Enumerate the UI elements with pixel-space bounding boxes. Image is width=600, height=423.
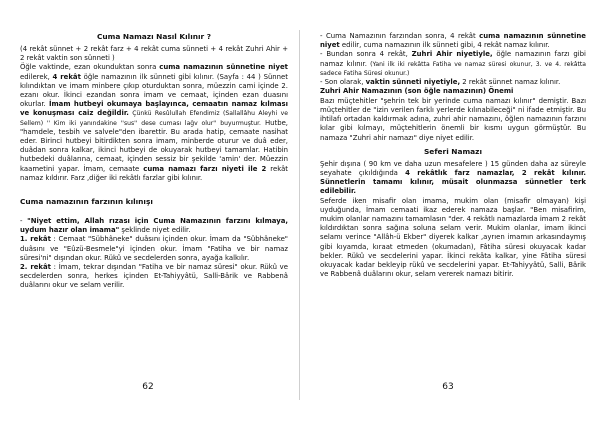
section-heading: Cuma namazının farzının kılınışı xyxy=(20,197,153,207)
friday-sunnah-paragraph: Öğle vaktinde, ezan okunduktan sonra cuma namazının sünnetine niyet edilerek, 4 rekât öğle namazının ilk sünneti gibi kılınır. (Sayfa : 44 ) Sünnet kılındıktan ve imam minbere çıkıp oturduktan sonra, müezzin cami içinde 2. ezanı okur. İkinci ezandan sonra imam ve cemaat, içinden ezan duasını okurlar. İmam hutbeyi okumaya başlayınca, cemaatın namaz kılması ve konuşması caiz değildir. Çünkü Resûlullah Efendimiz (Sallallâhu Aleyhi ve Sellem) '' Kim iki yanındakine ''sus'' dese cuması lağv olur'' buyurmuştur. Hutbe, "hamdele, tesbih ve salvele"den ibarettir. Bu arada hatip, cemaate nasihat eder. Birinci hutbeyi bitirdikten sonra imam, minberde oturur ve duâ eder, duâdan sonra kalkar, ikinci hutbeyi de okuyarak hutbeyi tamamlar. Hatibin hutbedeki duâlarına, cemaat, içinden sessiz bir şekilde 'amin' der. Müezzin kaametini yapar. İmam, cemaate cuma namazı farzı niyeti ile 2 rekât namaz kıldırır. Farz ,diğer iki rekâtlı farzlar gibi kılınır. xyxy=(20,63,288,182)
zuhr-ahir-explanation: Bazı müçtehitler "şehrin tek bir yerinde cuma namazı kılınır" demiştir. Bazı müçtehitler de "izin verilen farklı yerlerde kılınabileceği" ni ifade etmiştir. Bu ihtilafı ortadan kaldırmak adına, zuhri ahir namazını, öğlen namazının farzını kılar gibi kılmayı, müçtehitlerin önemli bir kısmı uygun görmüştür. Bu namaza "Zuhri ahir namazı" diye niyet edilir. xyxy=(320,96,586,142)
right-page xyxy=(302,0,600,423)
page-number: 63 xyxy=(442,382,454,392)
right-page-column xyxy=(320,32,586,279)
zuhr-ahir-heading: Zuhri Ahir Namazının (son öğle namazının) Önemi xyxy=(320,87,514,96)
left-page xyxy=(0,0,298,423)
page-divider xyxy=(299,30,300,400)
travel-prayer-heading: Seferi Namazı xyxy=(423,146,482,156)
travel-prayer-paragraph: Şehir dışına ( 90 km ve daha uzun mesafelere ) 15 günden daha az süreyle seyahate çıkıldığında 4 rekâtlık farz namazlar, 2 rekât kılınır. Sünnetlerin tamamı kılınır, müsait olunmazsa sünnetler terk edilebilir. xyxy=(320,159,587,196)
after-farz-paragraph: - Cuma Namazının farzından sonra, 4 rekât cuma namazının sünnetine niyet edilir, cuma namazının ilk sünneti gibi, 4 rekât namaz kılınır. xyxy=(320,32,586,50)
intention-paragraph: - "Niyet ettim, Allah rızası için Cuma Namazının farzını kılmaya, uydum hazır olan imama" şeklinde niyet edilir. xyxy=(20,217,288,235)
zuhr-ahir-paragraph: - Bundan sonra 4 rekât, Zuhri Ahir niyetiyle, öğle namazının farzı gibi namaz kılınır. (Yani ilk iki rekâtta Fatiha ve namaz süresi okunur, 3. ve 4. rekâtta sadece Fatiha Süresi okunur.) xyxy=(320,50,586,77)
page-number: 62 xyxy=(142,382,154,392)
final-sunnah-paragraph: - Son olarak, vaktin sünneti niyetiyle, 2 rekât sünnet namaz kılınır. xyxy=(320,78,561,87)
left-page-column xyxy=(20,32,288,291)
page-title: Cuma Namazı Nasıl Kılınır ? xyxy=(96,32,212,41)
first-rakat-paragraph: 1. rekât : Cemaat "Sübhâneke" duâsını içinden okur. İmam da "Sübhâneke" duâsını ve "Eûzü-Besmele"yi içinden okur. İmam "Fatiha ve bir namaz süresi'ni" dışından okur. Rükû ve secdelerden sonra, ayağa kalkılır. xyxy=(20,235,288,262)
prayer-composition-note: (4 rekât sünnet + 2 rekât farz + 4 rekât cuma sünneti + 4 rekât Zuhri Ahir + 2 rekât vaktin son sünneti ) xyxy=(20,45,288,63)
travel-imam-paragraph: Seferde iken misafir olan imama, mukim olan (misafir olmayan) kişi uyduğunda, İmam cemaati ikaz ederek namaza başlar. "Ben misafirim, mukim olanlar namazını tamamlasın "der. 4 rekâtlı namazlarda imam 2 rekât kıldırdıktan sonra sağına soluna selam verir. Mukim olanlar, imam ikinci selamı verince "Allâh-ü Ekber" diyerek kalkar ,ayrıen imamın arkasındaymış gibi kıyamda, kıraat etmeden (okumadan), Fâtiha süresi okuyacak kadar bekler. Rükû ve secdelerini yapar. İkinci rekâta kalkar, yine Fâtiha süresi okuyacak kadar bekleyip rükû ve secdelerini yapar. Et-Tahiyyâtü, Salli, Bârik ve Rabbenâ duâlarını okur, selam vererek namazı bitirir. xyxy=(320,196,586,279)
second-rakat-paragraph: 2. rekât : İmam, tekrar dışından "Fatiha ve bir namaz süresi" okur. Rükû ve secdelerden sonra, herkes içinden Et-Tahiyyâtü, Salli-Bârik ve Rabbenâ duâlarını okur ve selam verilir. xyxy=(20,263,288,290)
